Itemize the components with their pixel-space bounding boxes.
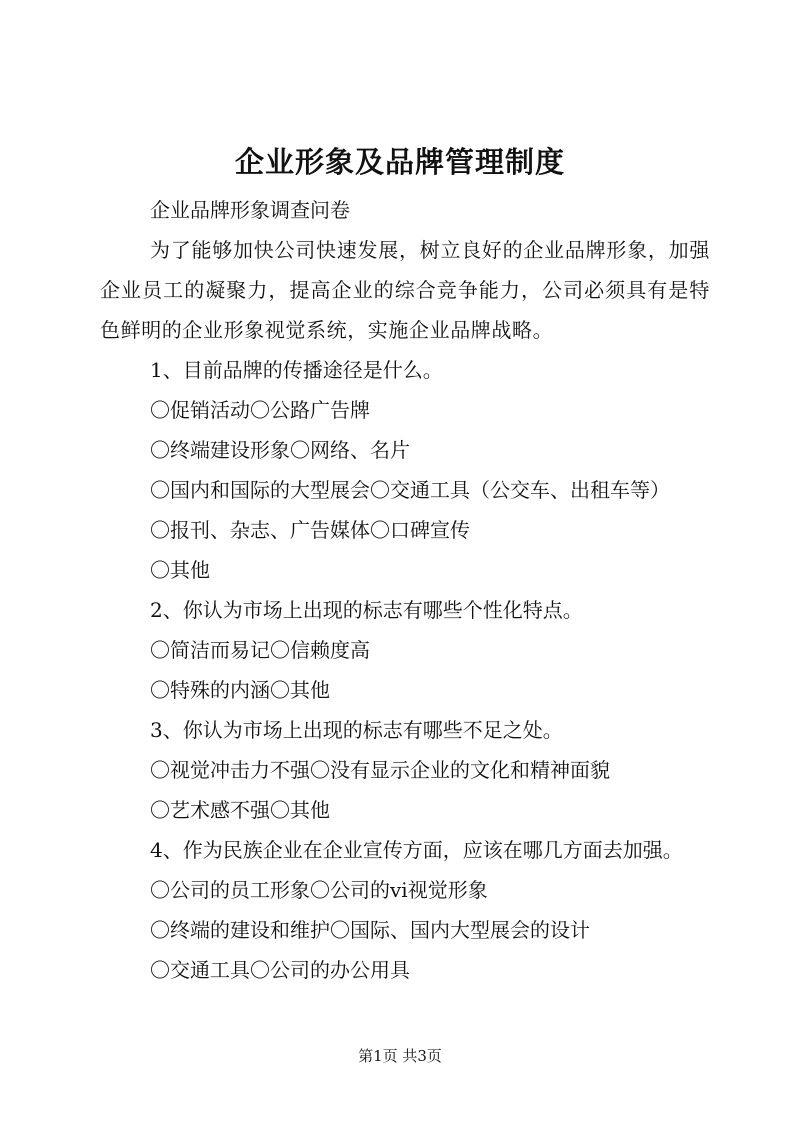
document-line: 〇其他 bbox=[150, 558, 210, 582]
document-line: 〇公司的员工形象〇公司的vi视觉形象 bbox=[150, 878, 488, 902]
document-line: 3、你认为市场上出现的标志有哪些不足之处。 bbox=[150, 718, 563, 742]
document-line: 〇视觉冲击力不强〇没有显示企业的文化和精神面貌 bbox=[150, 758, 610, 782]
document-line: 〇国内和国际的大型展会〇交通工具（公交车、出租车等） bbox=[150, 478, 670, 502]
subtitle: 企业品牌形象调查问卷 bbox=[150, 198, 350, 222]
document-line: 〇特殊的内涵〇其他 bbox=[150, 678, 330, 702]
document-line: 〇交通工具〇公司的办公用具 bbox=[150, 958, 410, 982]
document-line: 〇艺术感不强〇其他 bbox=[150, 798, 330, 822]
question-list bbox=[150, 350, 710, 990]
document-line: 〇促销活动〇公路广告牌 bbox=[150, 398, 370, 422]
document-line: 〇终端的建设和维护〇国际、国内大型展会的设计 bbox=[150, 918, 590, 942]
page-indicator: 第1页 共3页 bbox=[358, 1047, 442, 1065]
document-line: 〇简洁而易记〇信赖度高 bbox=[150, 638, 370, 662]
document-line: 〇报刊、杂志、广告媒体〇口碑宣传 bbox=[150, 518, 470, 542]
document-title: 企业形象及品牌管理制度 bbox=[234, 145, 565, 179]
document-line: 2、你认为市场上出现的标志有哪些个性化特点。 bbox=[150, 598, 583, 622]
document-body bbox=[100, 190, 710, 990]
document-line: 〇终端建设形象〇网络、名片 bbox=[150, 438, 410, 462]
document-line: 1、目前品牌的传播途径是什么。 bbox=[150, 358, 443, 382]
document-line: 4、作为民族企业在企业宣传方面，应该在哪几方面去加强。 bbox=[150, 838, 683, 862]
intro-paragraph: 为了能够加快公司快速发展，树立良好的企业品牌形象，加强企业员工的凝聚力，提高企业的综合竞争能力，公司必须具有是特色鲜明的企业形象视觉系统，实施企业品牌战略。 bbox=[100, 238, 710, 342]
